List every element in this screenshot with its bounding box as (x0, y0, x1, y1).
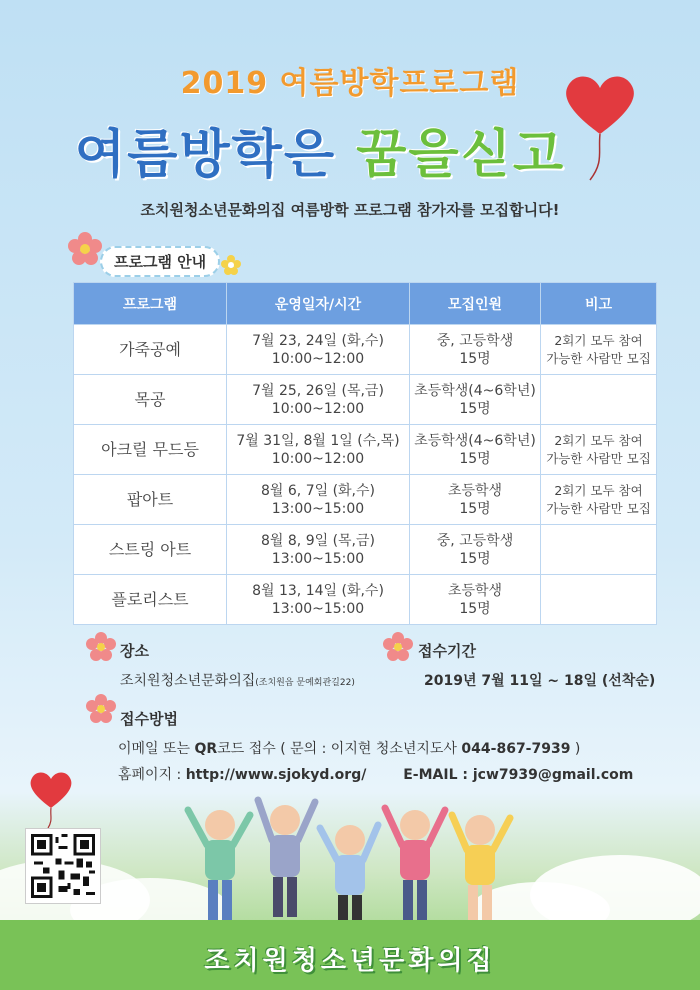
flower-icon (66, 230, 104, 268)
note-cell-line: 2회기 모두 참여 (554, 432, 643, 448)
header-program: 프로그램 (74, 283, 227, 325)
program-year-title: 2019 여름방학프로그램 (180, 66, 520, 101)
schedule-cell-line: 7월 25, 26일 (목,금) (252, 382, 384, 399)
note-cell-line: 가능한 사람만 모집 (546, 500, 651, 516)
note-cell (541, 575, 657, 625)
program-guide-label: 프로그램 안내 (100, 246, 220, 277)
main-slogan (0, 112, 640, 187)
method-line (118, 738, 580, 758)
program-name-cell (74, 425, 227, 475)
period-value: 2019년 7월 11일 ~ 18일 (선착순) (424, 673, 656, 689)
homepage-link[interactable]: http://www.sjokyd.org/ (185, 767, 367, 783)
capacity-cell-line: 15명 (459, 400, 491, 417)
table-row (74, 575, 657, 625)
capacity-cell-line: 중, 고등학생 (436, 332, 514, 349)
program-name-cell-line: 팝아트 (126, 489, 174, 509)
place-name: 조치원청소년문화의집 (120, 673, 256, 689)
capacity-cell-line: 초등학생 (447, 482, 503, 499)
capacity-cell-line: 초등학생 (447, 582, 503, 599)
capacity-cell-line: 15명 (459, 350, 491, 367)
qr-code-icon[interactable] (25, 828, 101, 904)
homepage-label: 홈페이지 : (118, 767, 186, 783)
schedule-cell-line: 8월 6, 7일 (화,수) (261, 482, 375, 499)
place-address: (조치원읍 문예회관길22) (255, 678, 355, 688)
flower-icon (84, 630, 118, 664)
program-name-cell-line: 스트링 아트 (108, 539, 192, 559)
program-name-cell (74, 475, 227, 525)
schedule-cell-line: 10:00~12:00 (271, 400, 365, 417)
schedule-cell-line: 13:00~15:00 (271, 550, 365, 567)
heart-balloon-icon (26, 770, 76, 830)
schedule-cell-line: 10:00~12:00 (271, 350, 365, 367)
table-header-row (74, 283, 657, 325)
program-name-cell (74, 325, 227, 375)
capacity-cell-line: 15명 (459, 550, 491, 567)
schedule-cell (227, 575, 410, 625)
capacity-cell-line: 초등학생(4~6학년) (414, 432, 536, 449)
schedule-cell (227, 425, 410, 475)
capacity-cell-line: 초등학생(4~6학년) (414, 382, 536, 399)
method-text-e: ) (570, 741, 581, 757)
slogan-part-a: 여름방학은 (74, 125, 337, 185)
capacity-cell-line: 15명 (459, 450, 491, 467)
note-cell (541, 525, 657, 575)
schedule-cell (227, 325, 410, 375)
note-cell (541, 325, 657, 375)
note-cell (541, 425, 657, 475)
period-title: 접수기간 (418, 642, 476, 660)
kids-illustration (180, 780, 520, 940)
program-name-cell (74, 575, 227, 625)
method-qr: QR (194, 741, 218, 757)
table-row (74, 325, 657, 375)
schedule-cell (227, 375, 410, 425)
place-value (120, 670, 355, 690)
table-row (74, 475, 657, 525)
schedule-cell-line: 8월 8, 9일 (목,금) (261, 532, 375, 549)
capacity-cell-line: 15명 (459, 500, 491, 517)
note-cell-line: 2회기 모두 참여 (554, 332, 643, 348)
table-row (74, 525, 657, 575)
capacity-cell (410, 425, 541, 475)
program-name-cell (74, 525, 227, 575)
email-label: E-MAIL : (403, 767, 473, 783)
schedule-cell (227, 475, 410, 525)
place-title: 장소 (120, 642, 149, 660)
method-text-c: 코드 접수 ( 문의 : 이지현 청소년지도사 (217, 741, 462, 757)
header-date: 운영일자/시간 (227, 283, 410, 325)
capacity-cell (410, 525, 541, 575)
flower-icon (220, 254, 242, 276)
program-name-cell-line: 목공 (134, 389, 166, 409)
capacity-cell (410, 375, 541, 425)
note-cell (541, 375, 657, 425)
organization-name: 조치원청소년문화의집 (204, 946, 496, 976)
email-link[interactable]: jcw7939@gmail.com (472, 767, 634, 783)
method-text-a: 이메일 또는 (118, 741, 195, 757)
slogan-part-b: 꿈을싣고 (356, 125, 566, 185)
table-row (74, 425, 657, 475)
schedule-cell-line: 13:00~15:00 (271, 600, 365, 617)
schedule-cell-line: 10:00~12:00 (271, 450, 365, 467)
note-cell (541, 475, 657, 525)
program-name-cell (74, 375, 227, 425)
schedule-cell-line: 7월 31일, 8월 1일 (수,목) (236, 432, 400, 449)
header-note: 비고 (541, 283, 657, 325)
recruit-subtitle: 조치원청소년문화의집 여름방학 프로그램 참가자를 모집합니다! (140, 201, 560, 219)
flower-icon (84, 692, 118, 726)
program-name-cell-line: 플로리스트 (111, 589, 189, 609)
program-name-cell-line: 가죽공예 (119, 339, 181, 359)
program-table (73, 282, 657, 625)
note-cell-line: 가능한 사람만 모집 (546, 450, 651, 466)
schedule-cell (227, 525, 410, 575)
note-cell-line: 2회기 모두 참여 (554, 482, 643, 498)
schedule-cell-line: 7월 23, 24일 (화,수) (252, 332, 384, 349)
schedule-cell-line: 13:00~15:00 (271, 500, 365, 517)
capacity-cell (410, 325, 541, 375)
capacity-cell (410, 575, 541, 625)
table-row (74, 375, 657, 425)
schedule-cell-line: 8월 13, 14일 (화,수) (252, 582, 384, 599)
flower-icon (381, 630, 415, 664)
header-count: 모집인원 (410, 283, 541, 325)
program-name-cell-line: 아크릴 무드등 (101, 439, 199, 459)
note-cell-line: 가능한 사람만 모집 (546, 350, 651, 366)
capacity-cell-line: 중, 고등학생 (436, 532, 514, 549)
capacity-cell-line: 15명 (459, 600, 491, 617)
contact-phone: 044-867-7939 (461, 741, 571, 757)
capacity-cell (410, 475, 541, 525)
method-title: 접수방법 (120, 710, 178, 728)
